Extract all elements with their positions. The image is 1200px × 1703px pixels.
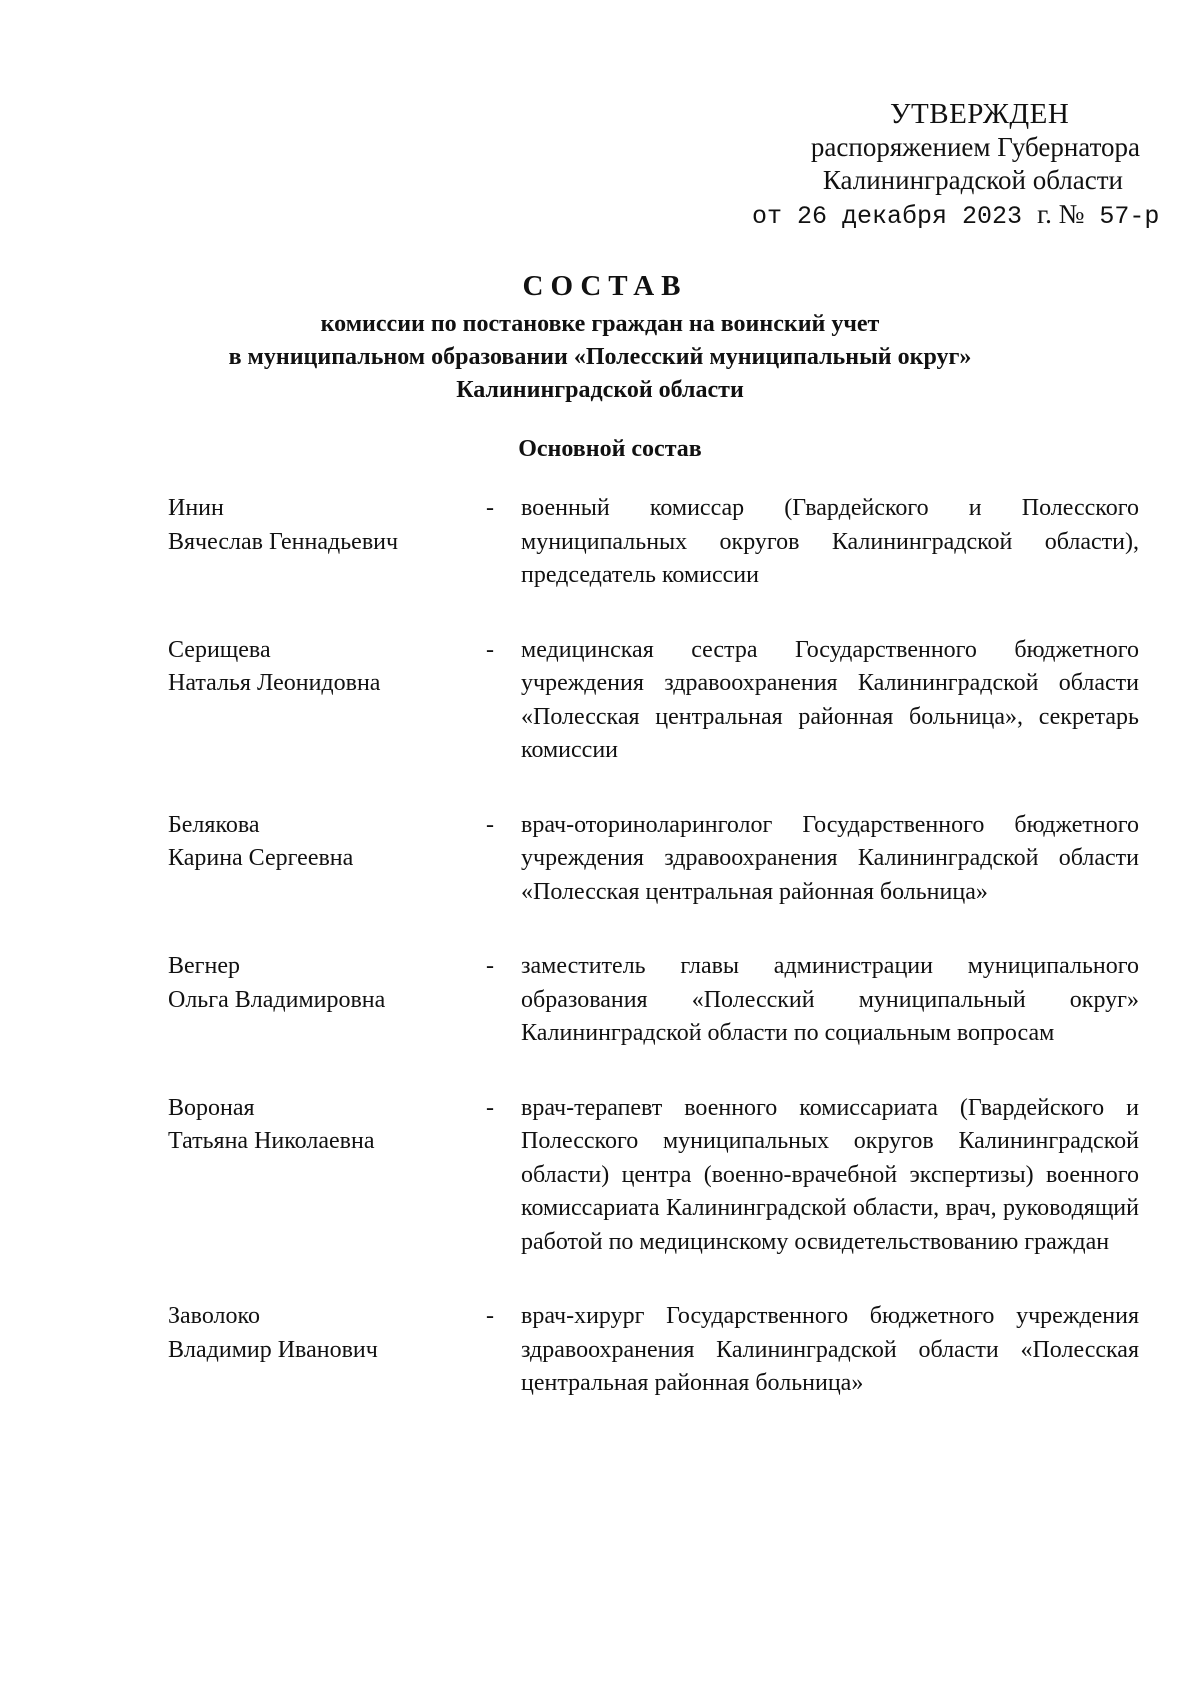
member-dash: -: [486, 1094, 494, 1121]
member-surname: Вороная: [168, 1094, 255, 1121]
member-entry: [168, 809, 1148, 910]
member-given-names: Вячеслав Геннадьевич: [168, 528, 399, 555]
member-given-names: Владимир Иванович: [168, 1336, 378, 1363]
member-entry: [168, 634, 1148, 768]
member-role: медицинская сестра Государственного бюджетного учреждения здравоохранения Калининградской области «Полесская центральная районная больница», секретарь комиссии: [521, 636, 1139, 763]
member-dash: -: [486, 495, 494, 521]
member-surname: Серищева: [168, 636, 271, 663]
document-heading: [0, 270, 1200, 407]
member-name: [168, 634, 486, 768]
approval-block: [700, 98, 1160, 233]
member-dash: -: [486, 1303, 494, 1329]
approval-title: УТВЕРЖДЕН: [890, 98, 1070, 130]
member-surname: Инин: [168, 495, 224, 521]
approval-line-1: распоряжением Губернатора: [810, 132, 1140, 162]
member-dash: -: [486, 953, 494, 979]
member-name: [168, 1092, 486, 1260]
member-role: врач-оториноларинголог Государственного бюджетного учреждения здравоохранения Калининградской области «Полесская центральная районная больница»: [521, 811, 1139, 905]
member-given-names: Карина Сергеевна: [168, 845, 354, 871]
approval-date-number: 57-р: [1084, 202, 1160, 231]
member-name: [168, 950, 486, 1051]
member-entry: [168, 492, 1148, 593]
heading-line-1: комиссии по постановке граждан на воинский учет: [320, 311, 880, 337]
heading-line-3: Калининградской области: [456, 377, 744, 403]
member-surname: Белякова: [168, 811, 260, 838]
member-name: [168, 492, 486, 593]
members-list: [168, 492, 1148, 1401]
member-given-names: Татьяна Николаевна: [168, 1128, 375, 1154]
member-dash: -: [486, 811, 494, 838]
member-entry: [168, 1092, 1148, 1260]
approval-date-prefix: от 26 декабря 2023: [752, 202, 1023, 231]
approval-line-2: Калининградской области: [822, 165, 1123, 195]
member-surname: Заволоко: [168, 1303, 260, 1329]
member-role: врач-хирург Государственного бюджетного учреждения здравоохранения Калининградской области «Полесская центральная районная больница»: [521, 1303, 1139, 1396]
member-name: [168, 809, 486, 910]
member-role: военный комиссар (Гвардейского и Полесского муниципальных округов Калининградской области), председатель комиссии: [521, 495, 1139, 588]
heading-line-2: в муниципальном образовании «Полесский муниципальный округ»: [228, 344, 972, 370]
member-entry: [168, 950, 1148, 1051]
member-role: врач-терапевт военного комиссариата (Гвардейского и Полесского муниципальных округов Калининградской области) центра (военно-врачебной экспертизы) военного комиссариата Калининградской области, врач, руководящий работой по медицинскому освидетельствованию граждан: [521, 1094, 1139, 1255]
approval-date: [752, 198, 1160, 233]
member-given-names: Ольга Владимировна: [168, 986, 386, 1013]
member-surname: Вегнер: [168, 953, 240, 979]
approval-date-mid: г. №: [1037, 199, 1085, 229]
member-name: [168, 1300, 486, 1401]
member-dash: -: [486, 636, 494, 663]
member-given-names: Наталья Леонидовна: [168, 670, 381, 696]
section-title: Основной состав: [518, 436, 702, 462]
document-title: СОСТАВ: [522, 270, 688, 302]
member-entry: [168, 1300, 1148, 1401]
member-role: заместитель главы администрации муниципального образования «Полесский муниципальный округ» Калининградской области по социальным вопросам: [521, 953, 1139, 1046]
